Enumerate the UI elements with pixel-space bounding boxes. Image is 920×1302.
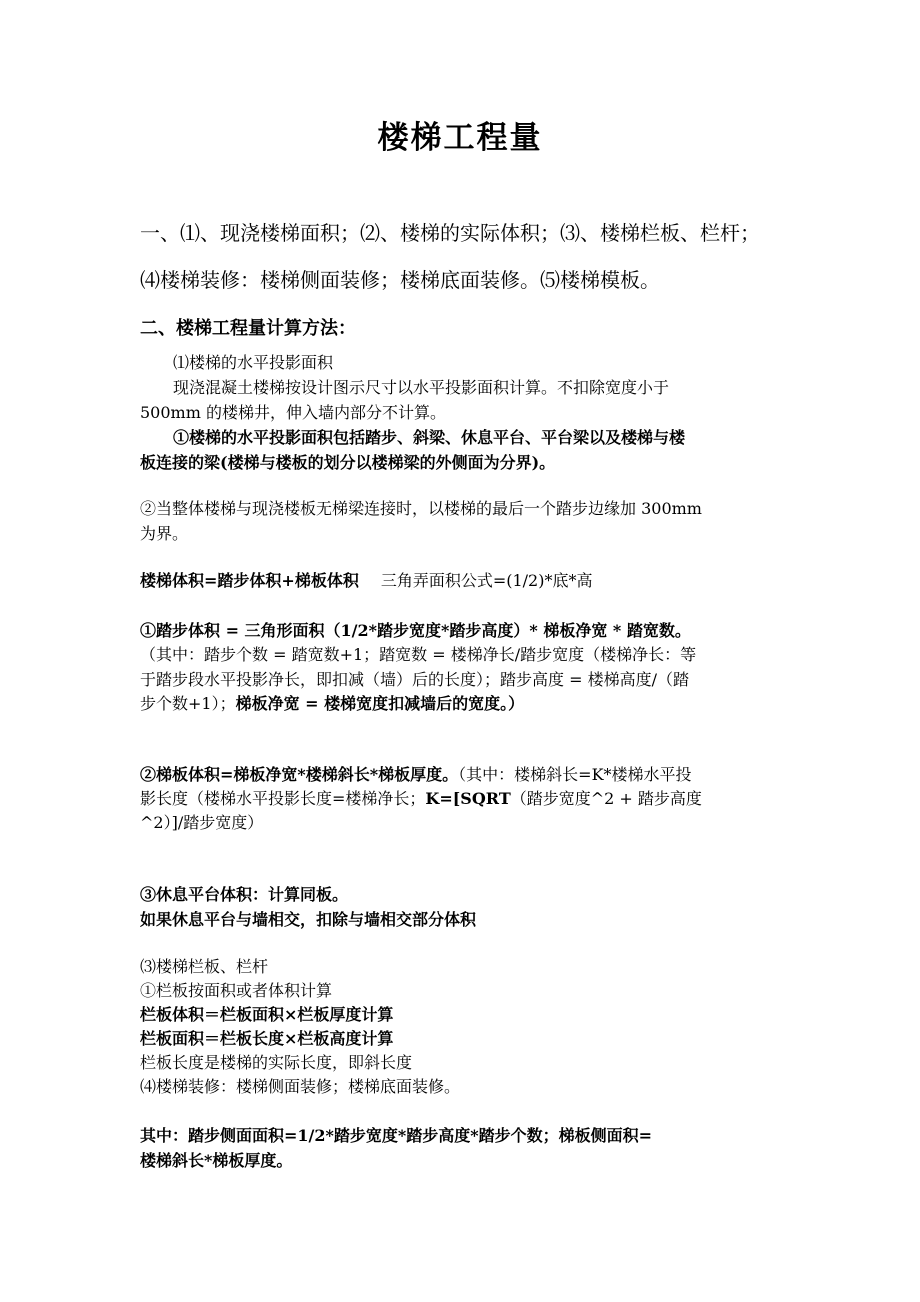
section-one-line-1: 一、⑴、现浇楼梯面积；⑵、楼梯的实际体积；⑶、楼梯栏板、栏杆； [140,221,760,245]
text-run: （踏步宽度^2 + 踏步高度 [510,789,702,808]
paragraph-line: ①栏板按面积或者体积计算 [140,981,333,1000]
paragraph-line: 现浇混凝土楼梯按设计图示尺寸以水平投影面积计算。不扣除宽度小于 [173,378,670,397]
subheading-projection-area: ⑴楼梯的水平投影面积 [173,353,334,372]
paragraph-line [140,789,702,809]
triangle-area-formula: 三角弄面积公式=(1/2)*底*高 [380,571,593,590]
paragraph-line: 于踏步段水平投影净长，即扣减（墙）后的长度）；踏步高度 = 楼梯高度/（踏 [140,670,689,689]
paragraph-line: ②当整体楼梯与现浇楼板无梯梁连接时，以楼梯的最后一个踏步边缘加 300mm [140,499,702,518]
paragraph-line: 为界。 [140,524,189,543]
paragraph-line: 如果休息平台与墙相交，扣除与墙相交部分体积 [140,910,477,929]
paragraph-line: ^2）]/踏步宽度） [140,813,264,832]
subheading-decoration: ⑷楼梯装修：楼梯侧面装修；楼梯底面装修。 [140,1077,461,1096]
paragraph-line: 栏板体积＝栏板面积×栏板厚度计算 [140,1005,394,1024]
paragraph-line: ①楼梯的水平投影面积包括踏步、斜梁、休息平台、平台梁以及楼梯与楼 [173,428,686,447]
text-run: K=[SQRT [425,789,511,808]
paragraph-line [140,765,692,785]
section-two-heading: 二、楼梯工程量计算方法： [140,318,356,339]
paragraph-line: 楼梯斜长*梯板厚度。 [140,1151,293,1170]
paragraph-line [140,694,524,714]
section-one-line-2: ⑷楼梯装修：楼梯侧面装修；楼梯底面装修。⑸楼梯模板。 [140,268,660,292]
paragraph-line: 栏板面积＝栏板长度×栏板高度计算 [140,1029,394,1048]
stair-volume-formula: 楼梯体积=踏步体积+梯板体积 [140,571,359,590]
text-run: 影长度（楼梯水平投影长度=楼梯净长； [140,789,426,808]
paragraph-line: 其中：踏步侧面面积=1/2*踏步宽度*踏步高度*踏步个数；梯板侧面积= [140,1126,653,1145]
paragraph-line: ③休息平台体积：计算同板。 [140,885,349,904]
paragraph-line: 板连接的梁(楼梯与楼板的划分以楼梯梁的外侧面为分界)。 [140,453,556,472]
paragraph-line: 栏板长度是楼梯的实际长度，即斜长度 [140,1053,413,1072]
text-run: 梯板净宽 = 楼梯宽度扣减墙后的宽度。） [235,694,525,713]
document-title: 楼梯工程量 [377,120,543,156]
paragraph-line: 500mm 的楼梯井，伸入墙内部分不计算。 [140,403,446,422]
text-run: （其中：楼梯斜长=K*楼梯水平投 [458,765,692,784]
subheading-railing: ⑶楼梯栏板、栏杆 [140,957,269,976]
text-run: ②梯板体积=梯板净宽*楼梯斜长*梯板厚度。 [140,765,459,784]
paragraph-line: （其中：踏步个数 = 踏宽数+1；踏宽数 = 楼梯净长/踏步宽度（楼梯净长：等 [140,645,697,664]
paragraph-line: ①踏步体积 = 三角形面积（1/2*踏步宽度*踏步高度）* 梯板净宽 * 踏宽数。 [140,621,691,640]
formula-line [140,571,592,591]
text-run: 步个数+1）； [140,694,236,713]
